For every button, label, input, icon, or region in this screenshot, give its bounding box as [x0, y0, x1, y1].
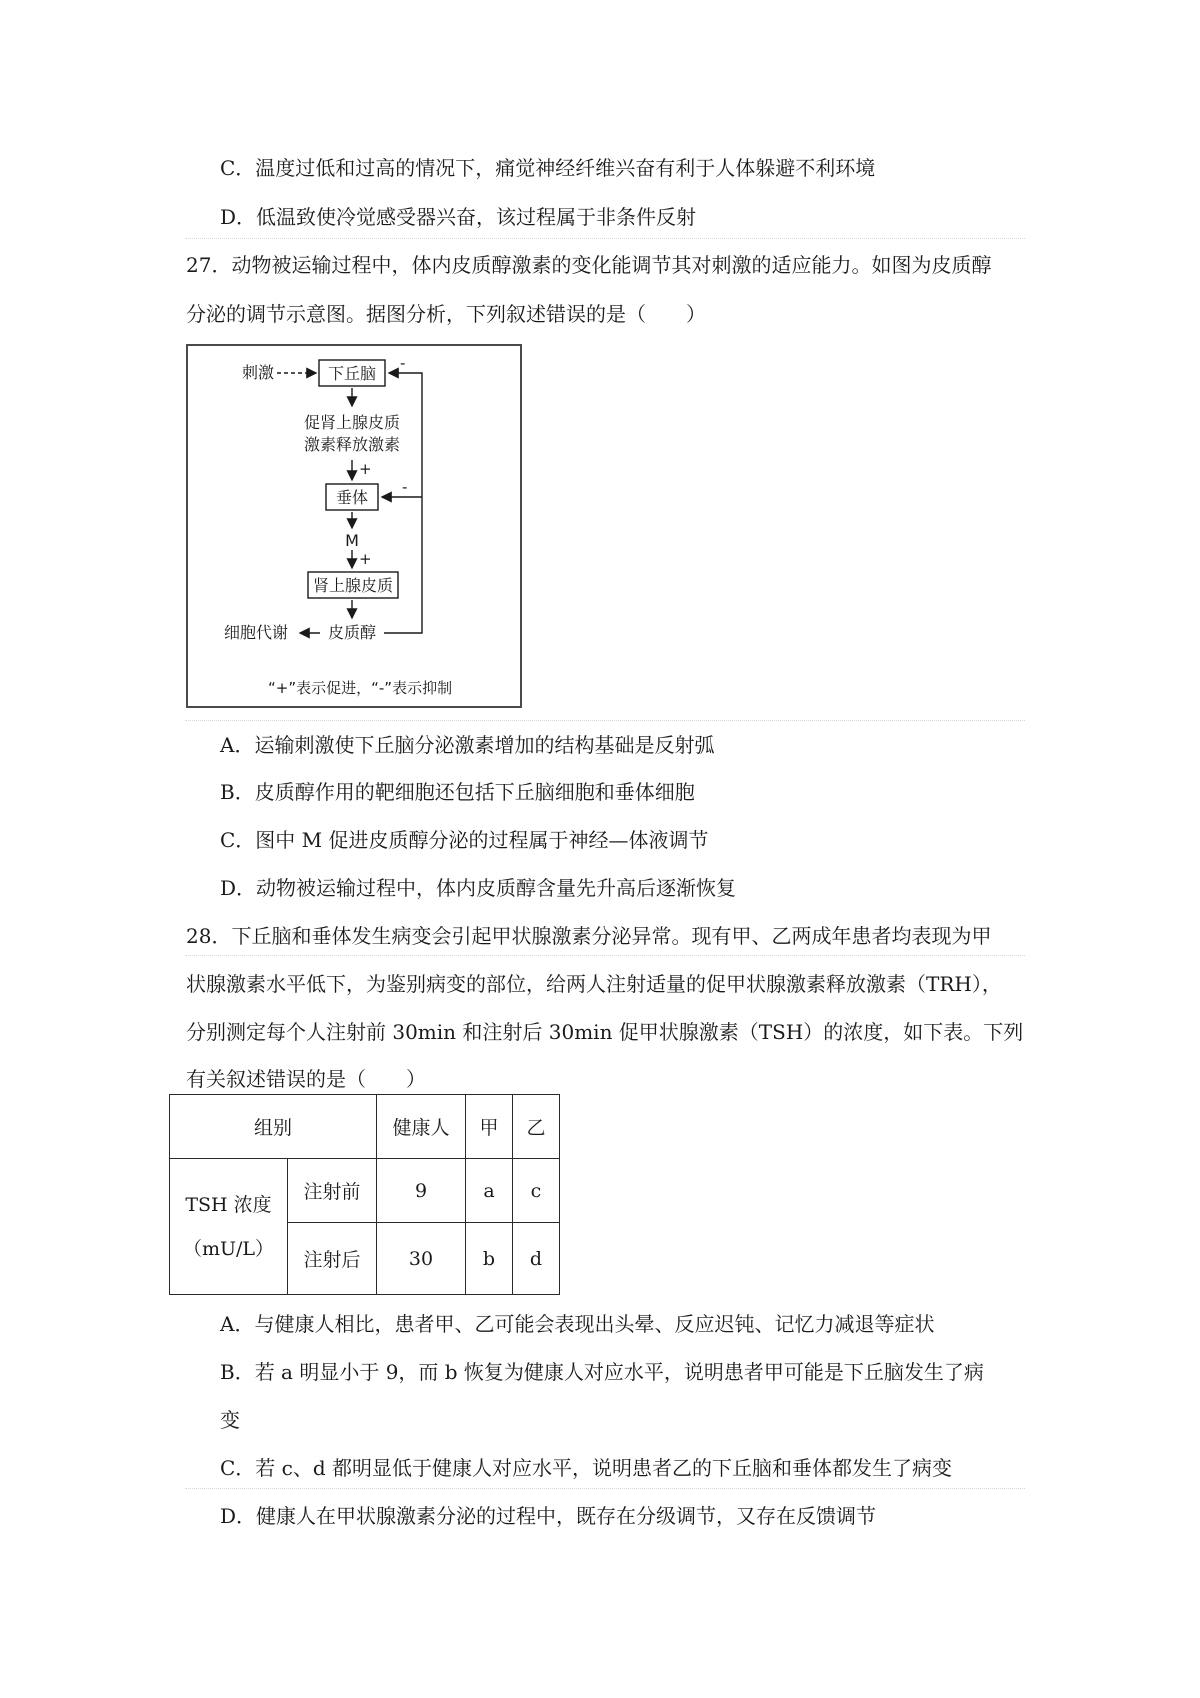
q26-option-d: D．低温致使冷觉感受器兴奋，该过程属于非条件反射	[220, 205, 697, 229]
row-label	[170, 1159, 288, 1295]
header-healthy: 健康人	[377, 1095, 466, 1159]
diagram-minus-sign: -	[402, 478, 408, 496]
before-jia: a	[466, 1159, 513, 1223]
header-jia: 甲	[466, 1095, 513, 1159]
q27-option-a: A．运输刺激使下丘脑分泌激素增加的结构基础是反射弧	[220, 733, 715, 757]
q27-option-c: C．图中 M 促进皮质醇分泌的过程属于神经—体液调节	[220, 828, 709, 852]
q27-option-b: B．皮质醇作用的靶细胞还包括下丘脑细胞和垂体细胞	[220, 780, 695, 804]
before-healthy: 9	[377, 1159, 466, 1223]
q28-stem-line2: 状腺激素水平低下，为鉴别病变的部位，给两人注射适量的促甲状腺激素释放激素（TRH），	[186, 972, 1002, 996]
cortisol-regulation-diagram	[186, 344, 522, 708]
q28-option-b-line2: 变	[220, 1408, 240, 1432]
q28-stem-line4: 有关叙述错误的是（ ）	[186, 1067, 426, 1091]
diagram-crh-line1: 促肾上腺皮质	[303, 413, 401, 432]
q28-option-a: A．与健康人相比，患者甲、乙可能会表现出头晕、反应迟钝、记忆力减退等症状	[220, 1312, 935, 1336]
diagram-adrenal-cortex: 肾上腺皮质	[312, 576, 394, 595]
q26-option-c: C．温度过低和过高的情况下，痛觉神经纤维兴奋有利于人体躲避不利环境	[220, 156, 876, 180]
diagram-plus-sign: +	[359, 550, 372, 568]
tsh-table	[169, 1094, 560, 1295]
before-yi: c	[513, 1159, 560, 1223]
after-jia: b	[466, 1223, 513, 1295]
q28-option-c: C．若 c、d 都明显低于健康人对应水平，说明患者乙的下丘脑和垂体都发生了病变	[220, 1456, 953, 1480]
table-header-row	[170, 1095, 560, 1159]
diagram-pituitary: 垂体	[335, 488, 369, 507]
diagram-svg	[188, 346, 524, 710]
q28-stem-line1: 28．下丘脑和垂体发生病变会引起甲状腺激素分泌异常。现有甲、乙两成年患者均表现为甲	[186, 924, 992, 948]
after-label: 注射后	[288, 1223, 377, 1295]
header-yi: 乙	[513, 1095, 560, 1159]
q27-option-d: D．动物被运输过程中，体内皮质醇含量先升高后逐渐恢复	[220, 876, 737, 900]
divider	[185, 955, 1025, 956]
row-label-line2: （mU/L）	[182, 1237, 275, 1260]
q28-stem-line3: 分别测定每个人注射前 30min 和注射后 30min 促甲状腺激素（TSH）的浓度，如下表。下列	[186, 1020, 1024, 1044]
q27-stem-line1: 27．动物被运输过程中，体内皮质醇激素的变化能调节其对刺激的适应能力。如图为皮质醇	[186, 253, 992, 277]
q27-stem-line2: 分泌的调节示意图。据图分析，下列叙述错误的是（ ）	[186, 302, 706, 326]
row-label-line1: TSH 浓度	[185, 1193, 272, 1216]
after-yi: d	[513, 1223, 560, 1295]
q28-option-d: D．健康人在甲状腺激素分泌的过程中，既存在分级调节，又存在反馈调节	[220, 1504, 877, 1528]
q28-option-b-line1: B．若 a 明显小于 9，而 b 恢复为健康人对应水平，说明患者甲可能是下丘脑发生了病	[220, 1360, 984, 1384]
diagram-plus-sign: +	[359, 460, 372, 478]
diagram-stimulus: 刺激	[242, 363, 275, 382]
diagram-legend: “+”表示促进，“-”表示抑制	[268, 679, 453, 697]
before-label: 注射前	[288, 1159, 377, 1223]
divider	[185, 238, 1025, 239]
diagram-crh-line2: 激素释放激素	[303, 435, 401, 454]
table-row	[170, 1159, 560, 1223]
after-healthy: 30	[377, 1223, 466, 1295]
diagram-m-label: M	[345, 531, 359, 550]
divider	[185, 720, 1025, 721]
header-group: 组别	[170, 1095, 377, 1159]
diagram-hypothalamus: 下丘脑	[327, 364, 377, 383]
divider	[185, 1488, 1025, 1489]
diagram-cortisol: 皮质醇	[327, 623, 377, 642]
diagram-cell-metabolism: 细胞代谢	[224, 623, 289, 642]
diagram-minus-sign: -	[400, 354, 406, 372]
